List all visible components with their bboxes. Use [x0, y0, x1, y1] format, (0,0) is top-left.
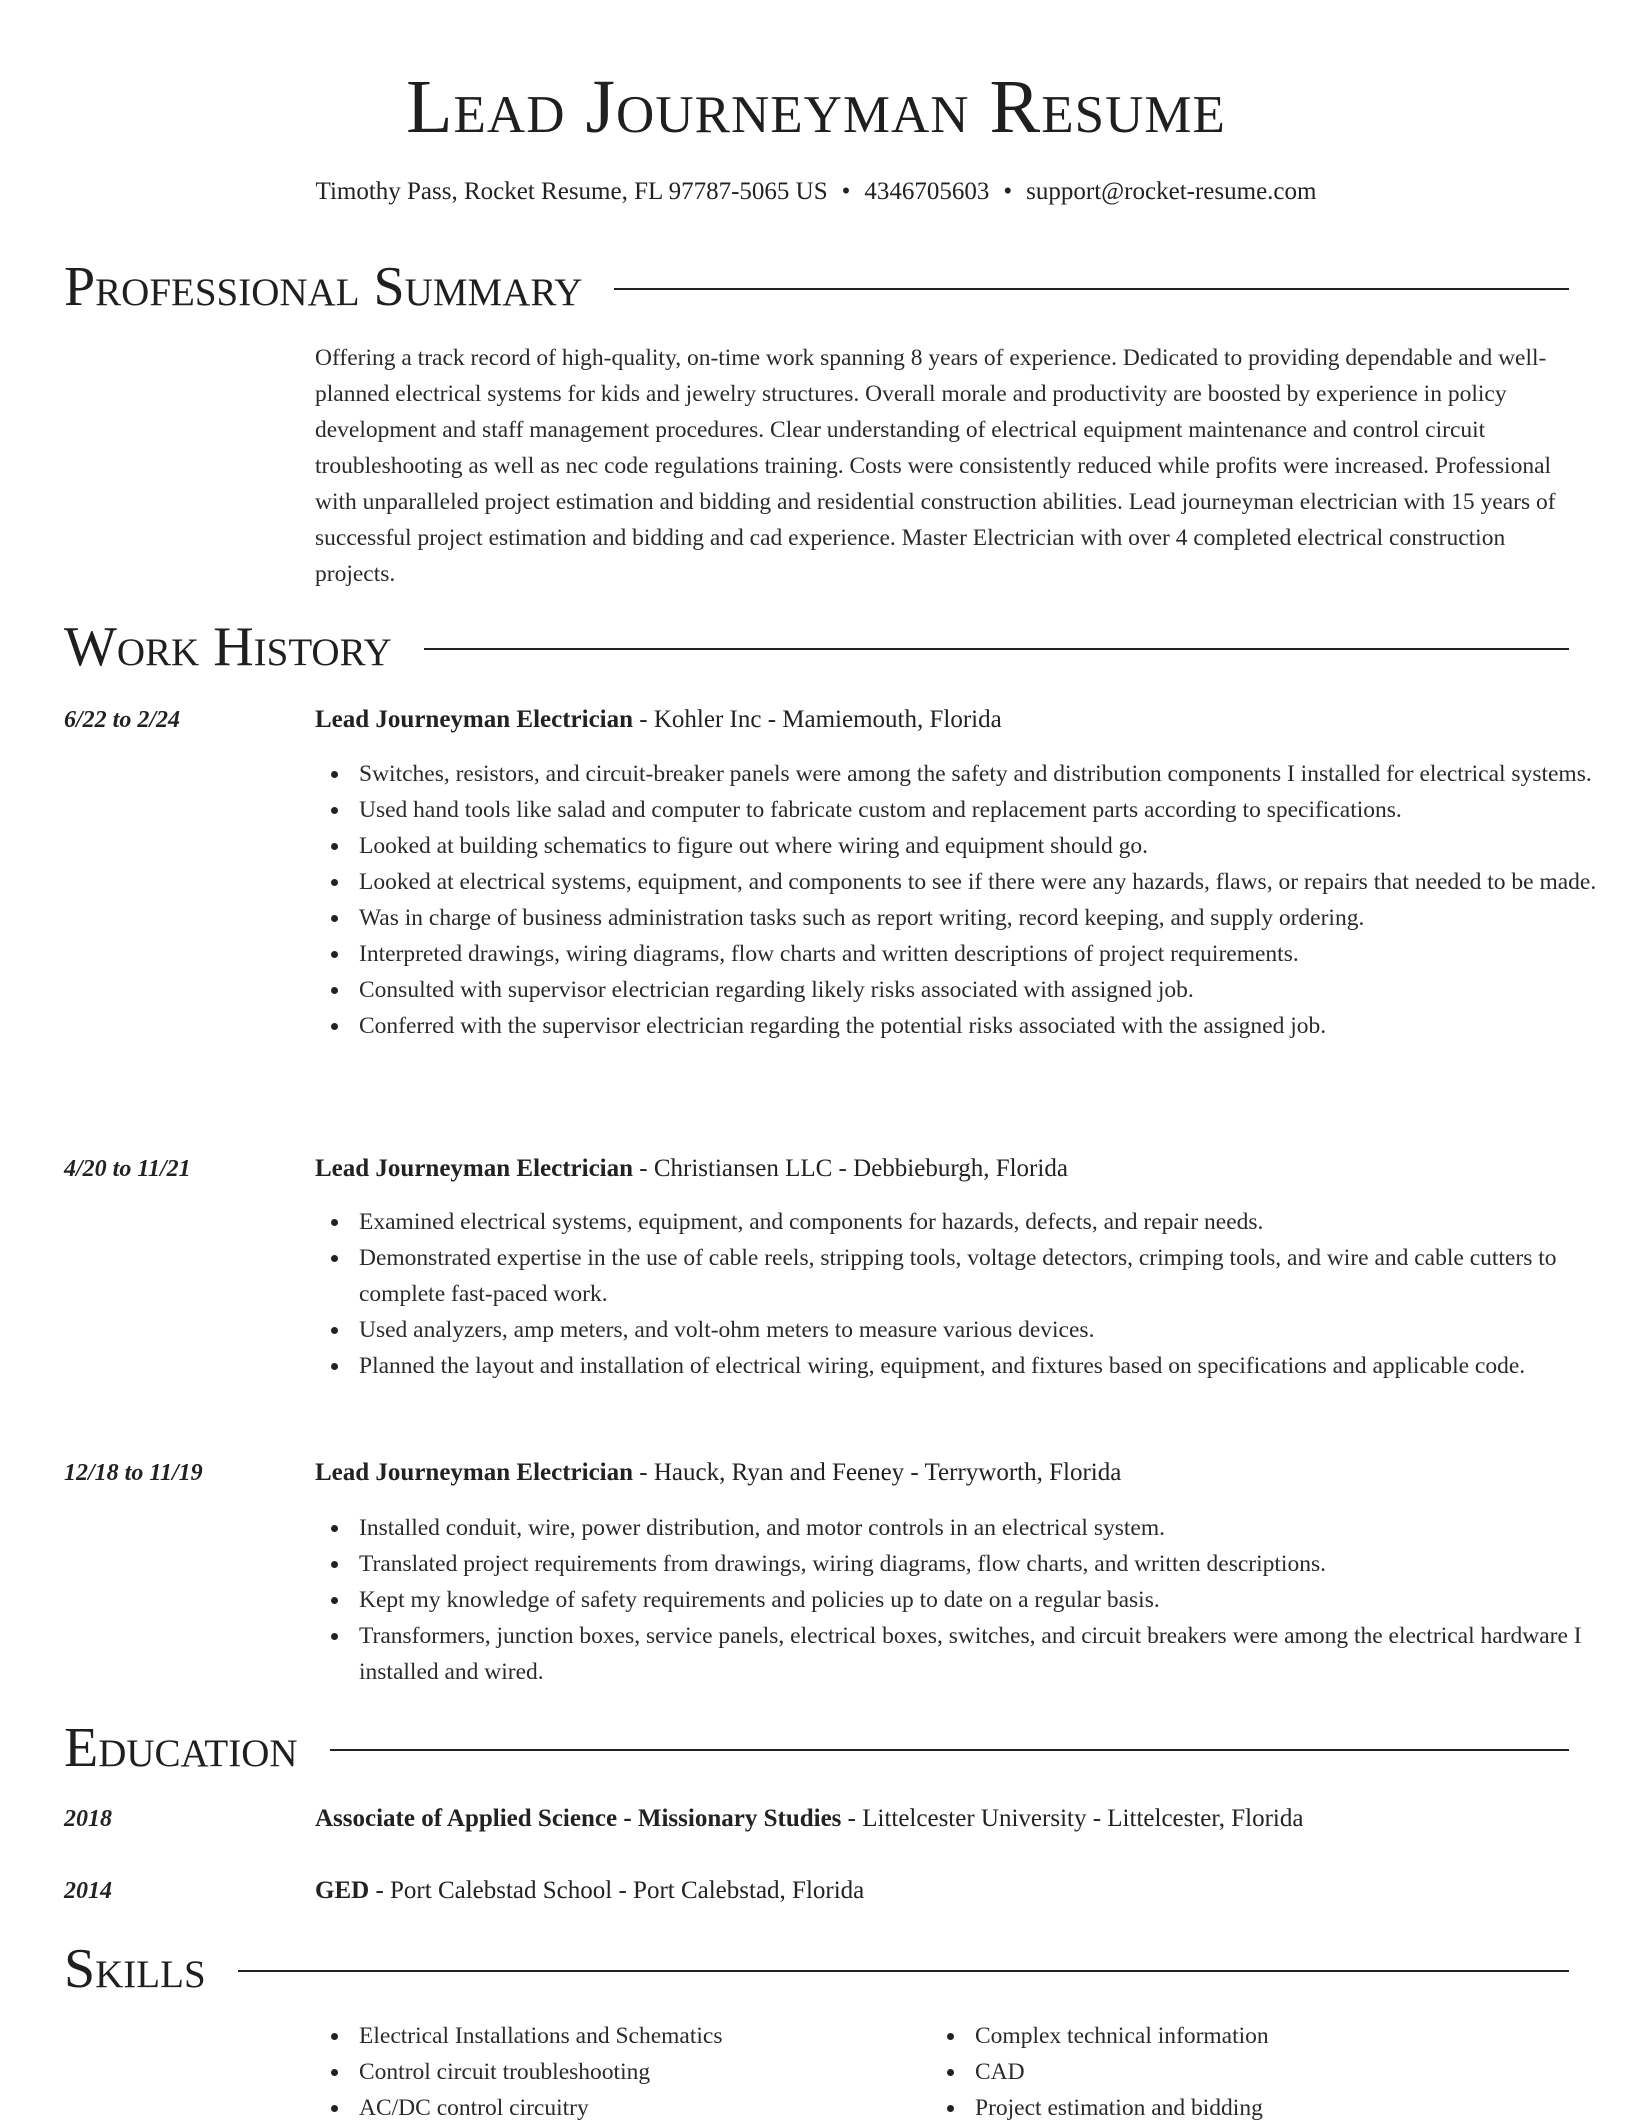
education-year: 2014 — [64, 1878, 112, 1904]
list-item: Looked at electrical systems, equipment, and components to see if there were any hazards, flaws, or repairs that needed to be made. — [359, 864, 1613, 900]
list-item: Examined electrical systems, equipment, and components for hazards, defects, and repair needs. — [359, 1204, 1613, 1240]
education-entry — [315, 1802, 1569, 1836]
job-role: Lead Journeyman Electrician — [315, 1459, 634, 1486]
education-entry — [315, 1874, 1569, 1908]
job-dates: 4/20 to 11/21 — [64, 1156, 191, 1182]
section-heading: Work History — [64, 616, 392, 678]
section-heading: Skills — [64, 1938, 206, 2000]
list-item: Switches, resistors, and circuit-breaker panels were among the safety and distribution components I installed for electrical systems. — [359, 756, 1613, 792]
job-title-line — [315, 703, 1569, 737]
section-professional-summary — [64, 254, 1569, 320]
list-item: Was in charge of business administration tasks such as report writing, record keeping, and supply ordering. — [359, 900, 1613, 936]
education-degree: GED — [315, 1877, 370, 1904]
section-skills — [64, 1936, 1569, 2002]
education-year: 2018 — [64, 1806, 112, 1832]
contact-phone: 4346705603 — [864, 178, 990, 205]
job-dates: 6/22 to 2/24 — [64, 707, 181, 733]
section-divider — [238, 1970, 1569, 1972]
list-item: Looked at building schematics to figure out where wiring and equipment should go. — [359, 828, 1613, 864]
list-item: Translated project requirements from drawings, wiring diagrams, flow charts, and written descriptions. — [359, 1546, 1613, 1582]
contact-line — [0, 176, 1632, 208]
list-item: Transformers, junction boxes, service panels, electrical boxes, switches, and circuit breakers were among the electrical hardware I installed and wired. — [359, 1618, 1613, 1690]
section-heading: Professional Summary — [64, 256, 583, 318]
job-title-line — [315, 1152, 1569, 1186]
list-item: Used analyzers, amp meters, and volt-ohm meters to measure various devices. — [359, 1312, 1613, 1348]
skill-item: Project estimation and bidding — [975, 2090, 1269, 2126]
list-item: Planned the layout and installation of electrical wiring, equipment, and fixtures based on specifications and applicable code. — [359, 1348, 1613, 1384]
resume-title: Lead Journeyman Resume — [406, 65, 1226, 149]
job-company-location: - Kohler Inc - Mamiemouth, Florida — [633, 706, 1002, 733]
section-work-history — [64, 614, 1569, 680]
job-bullets — [315, 1510, 1613, 1690]
list-item: Demonstrated expertise in the use of cable reels, stripping tools, voltage detectors, crimping tools, and wire and cable cutters to complete fast-paced work. — [359, 1240, 1613, 1312]
job-role: Lead Journeyman Electrician — [315, 706, 634, 733]
job-role: Lead Journeyman Electrician — [315, 1155, 634, 1182]
education-school: - Port Calebstad School - Port Calebstad, Florida — [369, 1877, 865, 1904]
section-divider — [424, 648, 1569, 650]
list-item: Interpreted drawings, wiring diagrams, flow charts and written descriptions of project requirements. — [359, 936, 1613, 972]
list-item: Consulted with supervisor electrician regarding likely risks associated with assigned job. — [359, 972, 1613, 1008]
section-heading: Education — [64, 1717, 298, 1779]
section-divider — [330, 1749, 1569, 1751]
skill-item: AC/DC control circuitry — [359, 2090, 722, 2126]
section-education — [64, 1715, 1569, 1781]
skill-item: CAD — [975, 2054, 1269, 2090]
list-item: Conferred with the supervisor electrician regarding the potential risks associated with the assigned job. — [359, 1008, 1613, 1044]
job-company-location: - Christiansen LLC - Debbieburgh, Florida — [633, 1155, 1068, 1182]
education-degree: Associate of Applied Science - Missionary Studies — [315, 1805, 842, 1832]
skill-item: Control circuit troubleshooting — [359, 2054, 722, 2090]
job-title-line — [315, 1456, 1569, 1490]
job-bullets — [315, 756, 1613, 1044]
contact-separator: • — [1003, 178, 1013, 205]
education-school: - Littelcester University - Littelcester, Florida — [841, 1805, 1304, 1832]
job-company-location: - Hauck, Ryan and Feeney - Terryworth, Florida — [633, 1459, 1122, 1486]
skills-list-right — [931, 2018, 1269, 2126]
summary-text: Offering a track record of high-quality, on-time work spanning 8 years of experience. Dedicated to providing dependable and well-planned electrical systems for kids and jewelry structures. Overall morale and productivity are boosted by experience in policy development and staff management procedures. Clear understanding of electrical equipment maintenance and control circuit troubleshooting as well as nec code regulations training. Costs were consistently reduced while profits were increased. Professional with unparalleled project estimation and bidding and residential construction abilities. Lead journeyman electrician with 15 years of successful project estimation and bidding and cad experience. Master Electrician with over 4 completed electrical construction projects. — [315, 345, 1556, 587]
skills-list-left — [315, 2018, 722, 2126]
list-item: Installed conduit, wire, power distribution, and motor controls in an electrical system. — [359, 1510, 1613, 1546]
skill-item: Electrical Installations and Schematics — [359, 2018, 722, 2054]
contact-separator: • — [841, 178, 851, 205]
section-divider — [614, 288, 1569, 290]
job-bullets — [315, 1204, 1613, 1384]
contact-email: support@rocket-resume.com — [1026, 178, 1317, 205]
list-item: Used hand tools like salad and computer to fabricate custom and replacement parts according to specifications. — [359, 792, 1613, 828]
list-item: Kept my knowledge of safety requirements and policies up to date on a regular basis. — [359, 1582, 1613, 1618]
job-dates: 12/18 to 11/19 — [64, 1460, 203, 1486]
skill-item: Complex technical information — [975, 2018, 1269, 2054]
contact-address: Timothy Pass, Rocket Resume, FL 97787-5065 US — [315, 178, 828, 205]
